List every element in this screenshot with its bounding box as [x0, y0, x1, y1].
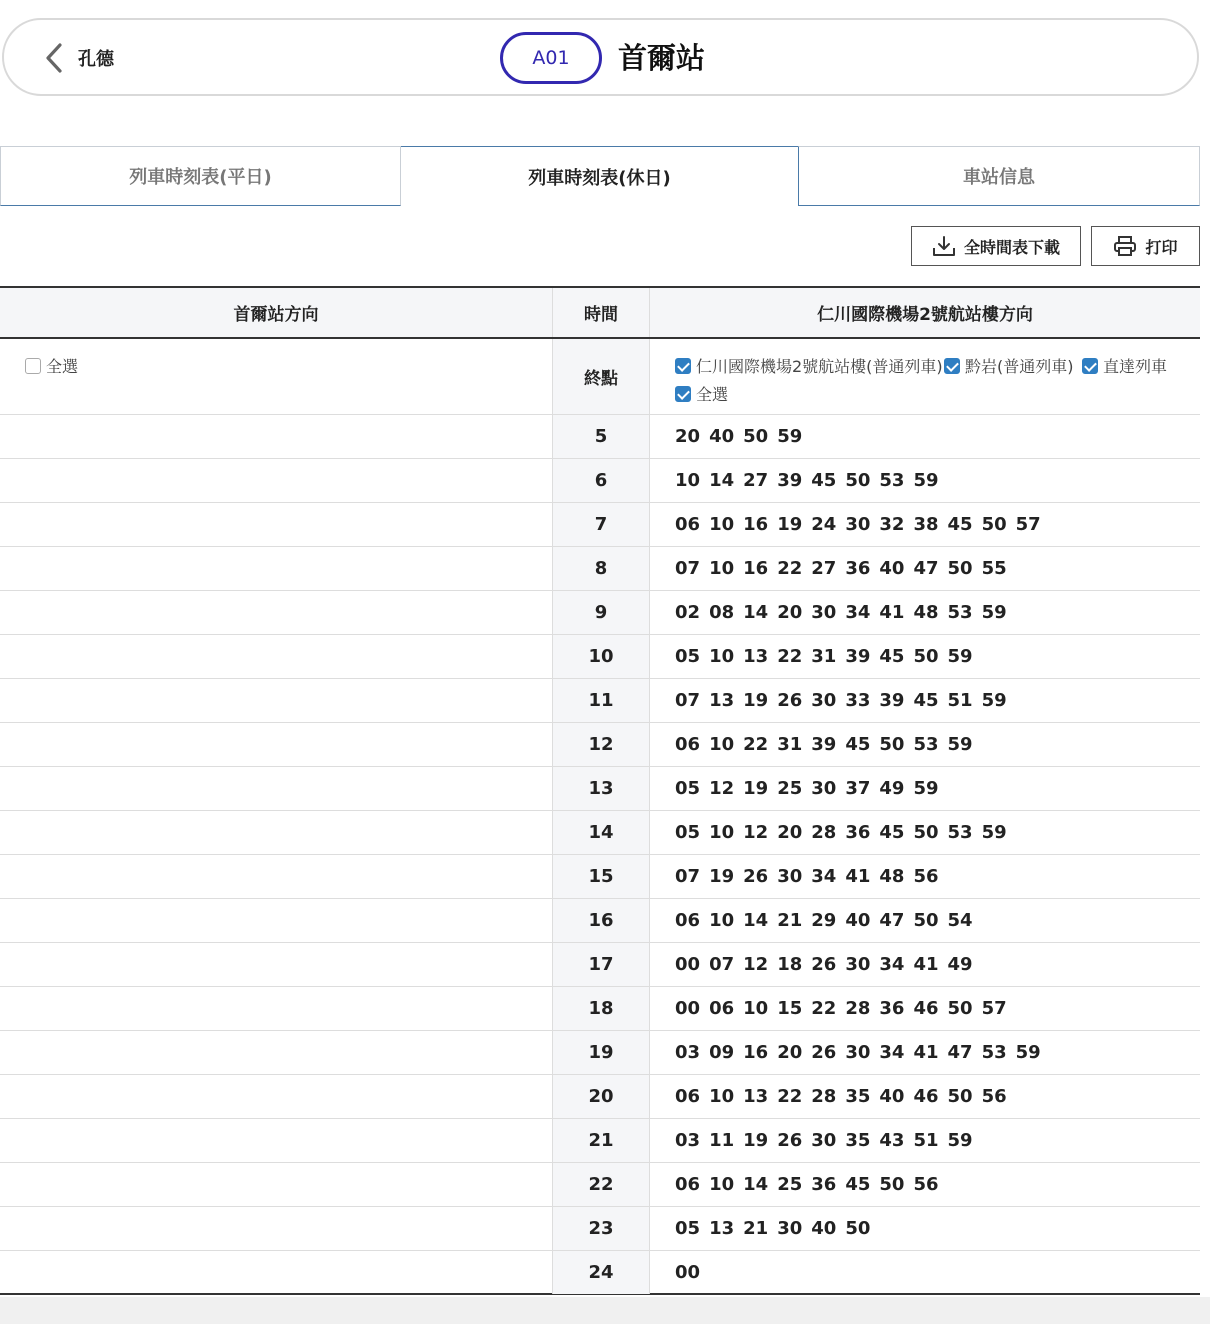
departure-minute: 30 [811, 602, 837, 623]
hour-cell: 8 [552, 547, 650, 590]
departure-minute: 30 [845, 954, 871, 975]
departure-minutes [675, 635, 973, 678]
departure-minute: 26 [743, 866, 769, 887]
departure-minute: 27 [743, 470, 769, 491]
departure-minutes [675, 415, 802, 458]
hour-cell: 15 [552, 855, 650, 898]
filter-express[interactable] [1082, 354, 1167, 377]
departure-minute: 26 [811, 1042, 837, 1063]
checkbox-label: 仁川國際機場2號航站樓(普通列車) [696, 357, 943, 376]
departure-minute: 45 [879, 646, 905, 667]
departure-minute: 05 [675, 646, 701, 667]
departure-minute: 24 [811, 514, 837, 535]
checkbox-label: 全選 [696, 385, 729, 404]
table-row [0, 943, 1200, 987]
departure-minute: 08 [709, 602, 735, 623]
departure-minute: 37 [845, 778, 871, 799]
hour-cell: 7 [552, 503, 650, 546]
departure-minute: 35 [845, 1086, 871, 1107]
station-code-badge: A01 [500, 32, 602, 84]
departure-minutes [675, 1119, 973, 1162]
departure-minute: 12 [743, 954, 769, 975]
departure-minute: 22 [811, 998, 837, 1019]
table-row [0, 591, 1200, 635]
departure-minute: 45 [811, 470, 837, 491]
filter-incheon-t2-normal[interactable] [675, 354, 943, 377]
departure-minute: 40 [879, 558, 905, 579]
departure-minutes [675, 459, 939, 502]
seoul-direction-cell [0, 635, 552, 678]
seoul-direction-cell [0, 415, 552, 458]
departure-minute: 47 [879, 910, 905, 931]
tab-holiday-timetable[interactable]: 列車時刻表(休日) [401, 146, 798, 206]
departure-minute: 18 [777, 954, 803, 975]
checkbox-box [944, 358, 960, 374]
departure-minute: 06 [675, 910, 701, 931]
departure-minute: 39 [879, 690, 905, 711]
hour-cell: 20 [552, 1075, 650, 1118]
departure-minute: 29 [811, 910, 837, 931]
departure-minutes [675, 547, 1007, 590]
departure-minute: 14 [743, 602, 769, 623]
departure-minute: 10 [709, 646, 735, 667]
left-filter-cell [0, 339, 552, 414]
departure-minute: 34 [879, 1042, 905, 1063]
departure-minute: 14 [709, 470, 735, 491]
hour-cell: 10 [552, 635, 650, 678]
departure-minute: 15 [777, 998, 803, 1019]
departure-minute: 50 [947, 558, 973, 579]
checkbox-box [25, 358, 41, 374]
hour-cell: 16 [552, 899, 650, 942]
hour-cell: 5 [552, 415, 650, 458]
departure-minute: 45 [845, 734, 871, 755]
departure-minutes [675, 987, 1007, 1030]
departure-minutes [675, 943, 973, 986]
departure-minute: 36 [879, 998, 905, 1019]
departure-minute: 14 [743, 910, 769, 931]
departure-minute: 46 [913, 998, 939, 1019]
hour-cell: 18 [552, 987, 650, 1030]
hour-cell: 17 [552, 943, 650, 986]
departure-minute: 59 [981, 822, 1007, 843]
departure-minute: 45 [913, 690, 939, 711]
departure-minutes [675, 767, 939, 810]
departure-minute: 19 [743, 778, 769, 799]
departure-minute: 13 [743, 1086, 769, 1107]
departure-minute: 53 [879, 470, 905, 491]
departure-minute: 50 [879, 734, 905, 755]
departure-minutes [675, 855, 939, 898]
departure-minute: 07 [675, 866, 701, 887]
tab-bar [0, 146, 1200, 206]
departure-minute: 06 [709, 998, 735, 1019]
departure-minute: 07 [709, 954, 735, 975]
departure-minute: 36 [811, 1174, 837, 1195]
departure-minute: 22 [777, 558, 803, 579]
departure-minutes [675, 811, 1007, 854]
departure-minute: 41 [913, 1042, 939, 1063]
departure-minute: 32 [879, 514, 905, 535]
departure-minutes [675, 723, 973, 766]
table-row [0, 459, 1200, 503]
departure-minute: 02 [675, 602, 701, 623]
departure-minutes [675, 591, 1007, 634]
table-row [0, 635, 1200, 679]
departure-minute: 22 [777, 1086, 803, 1107]
right-filter-cell [650, 339, 1200, 414]
departure-minute: 50 [743, 426, 769, 447]
departure-minutes [675, 899, 973, 942]
table-row [0, 855, 1200, 899]
departure-minute: 19 [743, 1130, 769, 1151]
departure-minute: 36 [845, 822, 871, 843]
departure-minutes [675, 1031, 1041, 1074]
departure-minute: 34 [811, 866, 837, 887]
departure-minute: 26 [811, 954, 837, 975]
table-row [0, 811, 1200, 855]
tab-weekday-timetable[interactable]: 列車時刻表(平日) [0, 146, 401, 206]
departure-minute: 05 [675, 1218, 701, 1239]
destination-filter-row [0, 339, 1200, 415]
hour-cell: 19 [552, 1031, 650, 1074]
departure-minute: 11 [709, 1130, 735, 1151]
hour-cell: 13 [552, 767, 650, 810]
departure-minute: 30 [777, 866, 803, 887]
departure-minute: 45 [879, 822, 905, 843]
chevron-left-icon [44, 43, 64, 73]
header-incheon-direction: 仁川國際機場2號航站樓方向 [817, 305, 1033, 325]
departure-minute: 47 [913, 558, 939, 579]
departure-minute: 26 [777, 690, 803, 711]
departure-minute: 57 [981, 998, 1007, 1019]
seoul-direction-cell [0, 1207, 552, 1250]
departure-minute: 30 [845, 1042, 871, 1063]
print-button[interactable] [1091, 226, 1200, 266]
departure-minute: 10 [709, 910, 735, 931]
seoul-direction-cell [0, 723, 552, 766]
departure-minute: 19 [743, 690, 769, 711]
hour-cell: 11 [552, 679, 650, 722]
departure-minutes [675, 1075, 1007, 1118]
seoul-direction-cell [0, 591, 552, 634]
departure-minute: 07 [675, 558, 701, 579]
departure-minute: 25 [777, 778, 803, 799]
departure-minute: 30 [777, 1218, 803, 1239]
table-row [0, 1163, 1200, 1207]
departure-minute: 20 [777, 822, 803, 843]
departure-minute: 09 [709, 1042, 735, 1063]
departure-minute: 06 [675, 734, 701, 755]
table-row [0, 1031, 1200, 1075]
departure-minute: 39 [777, 470, 803, 491]
departure-minute: 45 [947, 514, 973, 535]
departure-minute: 40 [879, 1086, 905, 1107]
hour-cell: 12 [552, 723, 650, 766]
checkbox-label: 直達列車 [1103, 357, 1168, 376]
departure-minute: 20 [777, 602, 803, 623]
terminal-label: 終點 [552, 339, 650, 414]
seoul-direction-cell [0, 767, 552, 810]
download-label: 全時間表下載 [963, 237, 1060, 257]
departure-minute: 53 [913, 734, 939, 755]
seoul-direction-cell [0, 943, 552, 986]
departure-minute: 00 [675, 998, 701, 1019]
station-name: 首爾站 [618, 41, 706, 75]
departure-minute: 50 [981, 514, 1007, 535]
table-row [0, 899, 1200, 943]
departure-minute: 38 [913, 514, 939, 535]
table-row [0, 547, 1200, 591]
departure-minute: 39 [811, 734, 837, 755]
departure-minute: 06 [675, 1174, 701, 1195]
departure-minute: 50 [913, 910, 939, 931]
departure-minute: 48 [879, 866, 905, 887]
departure-minute: 59 [947, 734, 973, 755]
departure-minute: 22 [777, 646, 803, 667]
departure-minute: 40 [709, 426, 735, 447]
table-row [0, 1119, 1200, 1163]
departure-minute: 21 [777, 910, 803, 931]
seoul-direction-cell [0, 1119, 552, 1162]
departure-minute: 55 [981, 558, 1007, 579]
right-select-all-checkbox[interactable] [675, 382, 728, 405]
timetable-header [0, 286, 1200, 339]
left-select-all-checkbox[interactable] [25, 354, 78, 377]
departure-minute: 34 [879, 954, 905, 975]
departure-minute: 10 [743, 998, 769, 1019]
departure-minute: 41 [879, 602, 905, 623]
departure-minute: 10 [709, 734, 735, 755]
departure-minute: 51 [947, 690, 973, 711]
departure-minute: 53 [981, 1042, 1007, 1063]
departure-minute: 30 [811, 1130, 837, 1151]
hour-cell: 24 [552, 1251, 650, 1294]
hour-cell: 22 [552, 1163, 650, 1206]
seoul-direction-cell [0, 899, 552, 942]
seoul-direction-cell [0, 679, 552, 722]
page-bottom [0, 1297, 1210, 1324]
departure-minute: 56 [913, 866, 939, 887]
departure-minute: 05 [675, 822, 701, 843]
table-row [0, 767, 1200, 811]
table-row [0, 1251, 1200, 1295]
departure-minute: 59 [913, 470, 939, 491]
departure-minute: 21 [743, 1218, 769, 1239]
departure-minute: 07 [675, 690, 701, 711]
seoul-direction-cell [0, 1075, 552, 1118]
departure-minute: 19 [777, 514, 803, 535]
departure-minute: 49 [947, 954, 973, 975]
departure-minute: 43 [879, 1130, 905, 1151]
departure-minute: 46 [913, 1086, 939, 1107]
departure-minute: 59 [981, 690, 1007, 711]
print-label: 打印 [1145, 237, 1178, 257]
departure-minute: 47 [947, 1042, 973, 1063]
departure-minute: 31 [811, 646, 837, 667]
departure-minute: 56 [913, 1174, 939, 1195]
departure-minute: 05 [675, 778, 701, 799]
departure-minute: 36 [845, 558, 871, 579]
departure-minute: 16 [743, 1042, 769, 1063]
departure-minute: 59 [947, 1130, 973, 1151]
checkbox-box [1082, 358, 1098, 374]
seoul-direction-cell [0, 547, 552, 590]
departure-minute: 10 [709, 822, 735, 843]
seoul-direction-cell [0, 503, 552, 546]
seoul-direction-cell [0, 987, 552, 1030]
table-row [0, 503, 1200, 547]
checkbox-label: 黔岩(普通列車) [965, 357, 1074, 376]
departure-minutes [675, 1251, 700, 1294]
departure-minute: 10 [709, 1174, 735, 1195]
departure-minutes [675, 679, 1007, 722]
departure-minute: 00 [675, 954, 701, 975]
timetable-rows [0, 415, 1200, 1295]
download-timetable-button[interactable] [911, 226, 1081, 266]
hour-cell: 23 [552, 1207, 650, 1250]
departure-minute: 51 [913, 1130, 939, 1151]
departure-minute: 06 [675, 1086, 701, 1107]
departure-minute: 16 [743, 514, 769, 535]
departure-minutes [675, 1163, 939, 1206]
departure-minute: 06 [675, 514, 701, 535]
departure-minute: 03 [675, 1042, 701, 1063]
table-row [0, 723, 1200, 767]
departure-minute: 50 [879, 1174, 905, 1195]
header-time: 時間 [552, 288, 650, 337]
departure-minute: 59 [1015, 1042, 1041, 1063]
departure-minute: 50 [845, 470, 871, 491]
departure-minute: 50 [947, 1086, 973, 1107]
departure-minute: 49 [879, 778, 905, 799]
printer-icon [1113, 235, 1137, 257]
departure-minute: 39 [845, 646, 871, 667]
hour-cell: 21 [552, 1119, 650, 1162]
seoul-direction-cell [0, 1163, 552, 1206]
departure-minute: 50 [845, 1218, 871, 1239]
departure-minute: 13 [709, 1218, 735, 1239]
departure-minute: 19 [709, 866, 735, 887]
departure-minute: 31 [777, 734, 803, 755]
hour-cell: 6 [552, 459, 650, 502]
departure-minute: 27 [811, 558, 837, 579]
departure-minute: 59 [777, 426, 803, 447]
departure-minute: 41 [913, 954, 939, 975]
tab-station-info[interactable]: 車站信息 [798, 146, 1200, 206]
table-row [0, 679, 1200, 723]
departure-minute: 30 [811, 690, 837, 711]
table-row [0, 1207, 1200, 1251]
filter-geomam-normal[interactable] [944, 354, 1074, 377]
departure-minute: 48 [913, 602, 939, 623]
departure-minute: 13 [709, 690, 735, 711]
departure-minute: 35 [845, 1130, 871, 1151]
departure-minute: 13 [743, 646, 769, 667]
departure-minute: 50 [913, 822, 939, 843]
departure-minutes [675, 503, 1041, 546]
checkbox-box [675, 386, 691, 402]
back-label: 孔德 [78, 49, 114, 70]
checkbox-box [675, 358, 691, 374]
departure-minute: 22 [743, 734, 769, 755]
departure-minute: 34 [845, 602, 871, 623]
departure-minute: 10 [709, 514, 735, 535]
departure-minute: 28 [811, 822, 837, 843]
seoul-direction-cell [0, 459, 552, 502]
departure-minute: 40 [811, 1218, 837, 1239]
departure-minute: 45 [845, 1174, 871, 1195]
departure-minute: 50 [947, 998, 973, 1019]
checkbox-label: 全選 [46, 357, 79, 376]
departure-minute: 50 [913, 646, 939, 667]
download-icon [932, 235, 956, 257]
departure-minute: 56 [981, 1086, 1007, 1107]
departure-minute: 12 [709, 778, 735, 799]
departure-minute: 30 [845, 514, 871, 535]
departure-minute: 00 [675, 1262, 701, 1283]
departure-minute: 59 [981, 602, 1007, 623]
departure-minute: 12 [743, 822, 769, 843]
departure-minute: 14 [743, 1174, 769, 1195]
hour-cell: 9 [552, 591, 650, 634]
departure-minute: 20 [777, 1042, 803, 1063]
departure-minute: 53 [947, 822, 973, 843]
table-row [0, 1075, 1200, 1119]
table-row [0, 987, 1200, 1031]
departure-minute: 28 [845, 998, 871, 1019]
departure-minute: 57 [1015, 514, 1041, 535]
departure-minute: 59 [913, 778, 939, 799]
departure-minute: 59 [947, 646, 973, 667]
seoul-direction-cell [0, 1251, 552, 1294]
departure-minute: 26 [777, 1130, 803, 1151]
departure-minute: 54 [947, 910, 973, 931]
back-button[interactable] [44, 40, 114, 76]
table-row [0, 415, 1200, 459]
departure-minute: 10 [675, 470, 701, 491]
station-header [2, 18, 1199, 96]
departure-minute: 33 [845, 690, 871, 711]
departure-minute: 20 [675, 426, 701, 447]
departure-minute: 10 [709, 1086, 735, 1107]
departure-minute: 30 [811, 778, 837, 799]
departure-minute: 53 [947, 602, 973, 623]
departure-minute: 10 [709, 558, 735, 579]
departure-minutes [675, 1207, 870, 1250]
departure-minute: 25 [777, 1174, 803, 1195]
departure-minute: 03 [675, 1130, 701, 1151]
departure-minute: 40 [845, 910, 871, 931]
departure-minute: 41 [845, 866, 871, 887]
seoul-direction-cell [0, 855, 552, 898]
departure-minute: 28 [811, 1086, 837, 1107]
header-seoul-direction: 首爾站方向 [233, 305, 319, 325]
departure-minute: 16 [743, 558, 769, 579]
seoul-direction-cell [0, 811, 552, 854]
seoul-direction-cell [0, 1031, 552, 1074]
hour-cell: 14 [552, 811, 650, 854]
